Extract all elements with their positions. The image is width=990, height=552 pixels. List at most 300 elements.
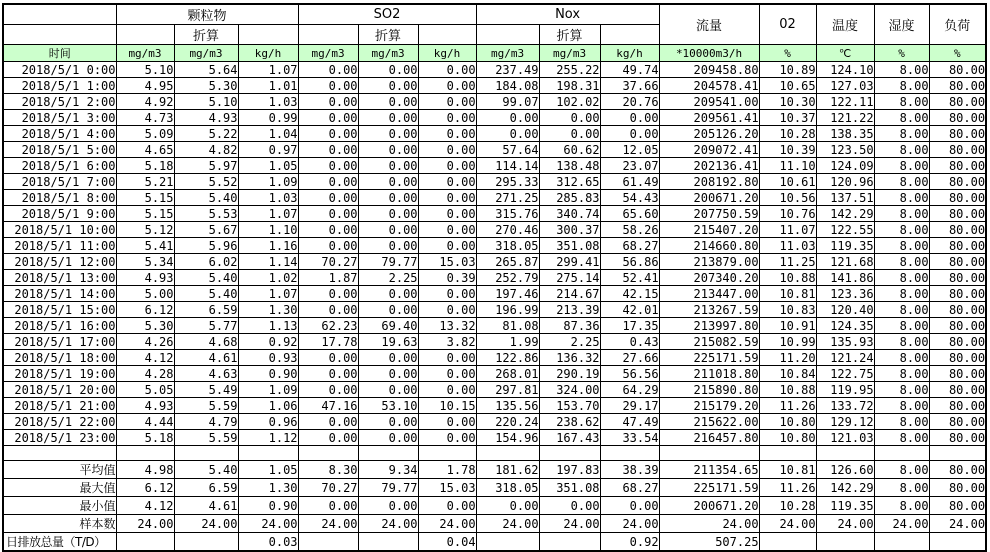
data-cell[interactable]: 0.00 [418, 190, 476, 206]
data-cell[interactable]: 10.30 [759, 94, 816, 110]
data-cell[interactable]: 53.10 [358, 398, 418, 414]
data-cell[interactable]: 215179.20 [659, 398, 759, 414]
data-cell[interactable]: 49.74 [600, 62, 659, 78]
data-cell[interactable]: 0.00 [298, 302, 358, 318]
summary-cell[interactable]: 5.40 [174, 461, 238, 479]
data-cell[interactable]: 8.00 [874, 206, 929, 222]
col-header-temperature[interactable]: 温度 [816, 4, 874, 45]
data-cell[interactable]: 5.41 [116, 238, 174, 254]
data-cell[interactable]: 141.86 [816, 270, 874, 286]
data-cell[interactable]: 1.07 [238, 62, 298, 78]
empty-cell[interactable] [759, 446, 816, 461]
data-cell[interactable]: 8.00 [874, 222, 929, 238]
time-cell[interactable]: 2018/5/1 10:00 [3, 222, 116, 238]
data-cell[interactable]: 10.80 [759, 414, 816, 430]
data-cell[interactable]: 5.59 [174, 398, 238, 414]
data-cell[interactable]: 47.16 [298, 398, 358, 414]
data-cell[interactable]: 10.91 [759, 318, 816, 334]
data-cell[interactable]: 0.00 [418, 110, 476, 126]
summary-cell[interactable]: 6.59 [174, 479, 238, 497]
data-cell[interactable]: 0.39 [418, 270, 476, 286]
data-cell[interactable]: 8.00 [874, 286, 929, 302]
data-cell[interactable]: 0.99 [238, 110, 298, 126]
sub-header-particulate-converted[interactable]: 折算 [174, 25, 238, 45]
time-header-spacer-top[interactable] [3, 4, 116, 25]
summary-cell[interactable]: 1.05 [238, 461, 298, 479]
data-cell[interactable]: 209458.80 [659, 62, 759, 78]
data-cell[interactable]: 6.59 [174, 302, 238, 318]
data-cell[interactable]: 5.09 [116, 126, 174, 142]
data-cell[interactable]: 80.00 [929, 302, 986, 318]
time-header-spacer-sub[interactable] [3, 25, 116, 45]
summary-cell[interactable]: 24.00 [298, 515, 358, 533]
time-cell[interactable]: 2018/5/1 8:00 [3, 190, 116, 206]
data-cell[interactable]: 80.00 [929, 142, 986, 158]
summary-cell[interactable]: 4.98 [116, 461, 174, 479]
summary-cell[interactable]: 10.81 [759, 461, 816, 479]
data-cell[interactable]: 8.00 [874, 62, 929, 78]
data-cell[interactable]: 122.11 [816, 94, 874, 110]
col-header-flow[interactable]: 流量 [659, 4, 759, 45]
summary-cell[interactable]: 70.27 [298, 479, 358, 497]
data-cell[interactable]: 5.12 [116, 222, 174, 238]
data-cell[interactable]: 198.31 [539, 78, 600, 94]
data-cell[interactable]: 0.00 [358, 110, 418, 126]
data-cell[interactable]: 211018.80 [659, 366, 759, 382]
data-cell[interactable]: 0.00 [358, 62, 418, 78]
data-cell[interactable]: 0.93 [238, 350, 298, 366]
data-cell[interactable]: 0.00 [476, 110, 539, 126]
data-cell[interactable]: 8.00 [874, 350, 929, 366]
data-cell[interactable]: 5.15 [116, 190, 174, 206]
summary-label[interactable]: 样本数 [3, 515, 116, 533]
data-cell[interactable]: 0.00 [476, 126, 539, 142]
data-cell[interactable]: 80.00 [929, 398, 986, 414]
data-cell[interactable]: 299.41 [539, 254, 600, 270]
summary-cell[interactable]: 9.34 [358, 461, 418, 479]
data-cell[interactable]: 0.00 [358, 206, 418, 222]
summary-cell[interactable]: 1.78 [418, 461, 476, 479]
data-cell[interactable]: 138.35 [816, 126, 874, 142]
data-cell[interactable]: 0.00 [418, 430, 476, 446]
summary-cell[interactable] [298, 533, 358, 552]
data-cell[interactable]: 80.00 [929, 110, 986, 126]
data-cell[interactable]: 133.72 [816, 398, 874, 414]
data-cell[interactable]: 1.02 [238, 270, 298, 286]
data-cell[interactable]: 238.62 [539, 414, 600, 430]
data-cell[interactable]: 209561.41 [659, 110, 759, 126]
empty-cell[interactable] [116, 446, 174, 461]
unit-cell[interactable]: mg/m3 [116, 45, 174, 62]
summary-cell[interactable] [116, 533, 174, 552]
summary-cell[interactable]: 1.30 [238, 479, 298, 497]
data-cell[interactable]: 69.40 [358, 318, 418, 334]
data-cell[interactable]: 33.54 [600, 430, 659, 446]
empty-cell[interactable] [238, 446, 298, 461]
data-cell[interactable]: 153.70 [539, 398, 600, 414]
data-cell[interactable]: 8.00 [874, 414, 929, 430]
data-cell[interactable]: 42.15 [600, 286, 659, 302]
summary-cell[interactable]: 0.00 [358, 497, 418, 515]
data-cell[interactable]: 47.49 [600, 414, 659, 430]
data-cell[interactable]: 80.00 [929, 366, 986, 382]
data-cell[interactable]: 54.43 [600, 190, 659, 206]
data-cell[interactable]: 80.00 [929, 222, 986, 238]
data-cell[interactable]: 80.00 [929, 94, 986, 110]
summary-cell[interactable]: 8.00 [874, 479, 929, 497]
data-cell[interactable]: 1.99 [476, 334, 539, 350]
data-cell[interactable]: 1.01 [238, 78, 298, 94]
time-cell[interactable]: 2018/5/1 1:00 [3, 78, 116, 94]
data-cell[interactable]: 80.00 [929, 430, 986, 446]
data-cell[interactable]: 56.86 [600, 254, 659, 270]
empty-cell[interactable] [659, 446, 759, 461]
summary-cell[interactable]: 0.04 [418, 533, 476, 552]
data-cell[interactable]: 4.73 [116, 110, 174, 126]
time-cell[interactable]: 2018/5/1 6:00 [3, 158, 116, 174]
data-cell[interactable]: 202136.41 [659, 158, 759, 174]
data-cell[interactable]: 5.15 [116, 206, 174, 222]
data-cell[interactable]: 5.40 [174, 270, 238, 286]
data-cell[interactable]: 1.14 [238, 254, 298, 270]
data-cell[interactable]: 65.60 [600, 206, 659, 222]
empty-cell[interactable] [3, 446, 116, 461]
data-cell[interactable]: 4.44 [116, 414, 174, 430]
data-cell[interactable]: 0.00 [298, 414, 358, 430]
data-cell[interactable]: 1.07 [238, 286, 298, 302]
data-cell[interactable]: 8.00 [874, 270, 929, 286]
data-cell[interactable]: 265.87 [476, 254, 539, 270]
time-cell[interactable]: 2018/5/1 2:00 [3, 94, 116, 110]
data-cell[interactable]: 214.67 [539, 286, 600, 302]
empty-cell[interactable] [874, 446, 929, 461]
data-cell[interactable]: 5.97 [174, 158, 238, 174]
data-cell[interactable]: 5.96 [174, 238, 238, 254]
data-cell[interactable]: 80.00 [929, 62, 986, 78]
data-cell[interactable]: 0.00 [539, 126, 600, 142]
data-cell[interactable]: 5.30 [116, 318, 174, 334]
data-cell[interactable]: 5.05 [116, 382, 174, 398]
data-cell[interactable]: 80.00 [929, 414, 986, 430]
data-cell[interactable]: 1.06 [238, 398, 298, 414]
sub-header-empty[interactable] [476, 25, 539, 45]
time-cell[interactable]: 2018/5/1 9:00 [3, 206, 116, 222]
data-cell[interactable]: 184.08 [476, 78, 539, 94]
data-cell[interactable]: 10.76 [759, 206, 816, 222]
data-cell[interactable]: 8.00 [874, 126, 929, 142]
data-cell[interactable]: 0.00 [298, 158, 358, 174]
time-cell[interactable]: 2018/5/1 0:00 [3, 62, 116, 78]
data-cell[interactable]: 0.00 [418, 206, 476, 222]
summary-cell[interactable]: 4.61 [174, 497, 238, 515]
data-cell[interactable]: 136.32 [539, 350, 600, 366]
data-cell[interactable]: 0.00 [418, 78, 476, 94]
data-cell[interactable]: 0.00 [358, 158, 418, 174]
unit-cell[interactable]: mg/m3 [539, 45, 600, 62]
data-cell[interactable]: 167.43 [539, 430, 600, 446]
data-cell[interactable]: 80.00 [929, 318, 986, 334]
col-header-o2[interactable]: 02 [759, 4, 816, 45]
sub-header-empty[interactable] [298, 25, 358, 45]
data-cell[interactable]: 114.14 [476, 158, 539, 174]
data-cell[interactable]: 15.03 [418, 254, 476, 270]
data-cell[interactable]: 13.32 [418, 318, 476, 334]
summary-cell[interactable]: 24.00 [418, 515, 476, 533]
sub-header-nox-converted[interactable]: 折算 [539, 25, 600, 45]
data-cell[interactable]: 64.29 [600, 382, 659, 398]
data-cell[interactable]: 80.00 [929, 158, 986, 174]
data-cell[interactable]: 0.00 [298, 286, 358, 302]
data-cell[interactable]: 5.10 [174, 94, 238, 110]
time-cell[interactable]: 2018/5/1 17:00 [3, 334, 116, 350]
data-cell[interactable]: 0.00 [298, 430, 358, 446]
time-cell[interactable]: 2018/5/1 3:00 [3, 110, 116, 126]
summary-cell[interactable] [476, 533, 539, 552]
data-cell[interactable]: 0.00 [298, 350, 358, 366]
data-cell[interactable]: 129.12 [816, 414, 874, 430]
data-cell[interactable]: 8.00 [874, 174, 929, 190]
data-cell[interactable]: 315.76 [476, 206, 539, 222]
data-cell[interactable]: 61.49 [600, 174, 659, 190]
summary-cell[interactable]: 0.00 [476, 497, 539, 515]
data-cell[interactable]: 20.76 [600, 94, 659, 110]
data-cell[interactable]: 135.56 [476, 398, 539, 414]
data-cell[interactable]: 5.40 [174, 190, 238, 206]
summary-cell[interactable]: 79.77 [358, 479, 418, 497]
summary-cell[interactable]: 24.00 [476, 515, 539, 533]
summary-cell[interactable]: 24.00 [174, 515, 238, 533]
data-cell[interactable]: 0.96 [238, 414, 298, 430]
empty-cell[interactable] [929, 446, 986, 461]
data-cell[interactable]: 0.00 [418, 62, 476, 78]
data-cell[interactable]: 80.00 [929, 126, 986, 142]
data-cell[interactable]: 213267.59 [659, 302, 759, 318]
data-cell[interactable]: 8.00 [874, 334, 929, 350]
data-cell[interactable]: 1.87 [298, 270, 358, 286]
data-cell[interactable]: 58.26 [600, 222, 659, 238]
data-cell[interactable]: 209072.41 [659, 142, 759, 158]
summary-label[interactable]: 平均值 [3, 461, 116, 479]
summary-cell[interactable]: 8.00 [874, 497, 929, 515]
data-cell[interactable]: 80.00 [929, 190, 986, 206]
data-cell[interactable]: 81.08 [476, 318, 539, 334]
data-cell[interactable]: 0.00 [600, 110, 659, 126]
data-cell[interactable]: 122.75 [816, 366, 874, 382]
summary-cell[interactable]: 0.03 [238, 533, 298, 552]
data-cell[interactable]: 10.81 [759, 286, 816, 302]
summary-cell[interactable]: 11.26 [759, 479, 816, 497]
data-cell[interactable]: 0.00 [358, 414, 418, 430]
data-cell[interactable]: 5.22 [174, 126, 238, 142]
data-cell[interactable]: 8.00 [874, 382, 929, 398]
data-cell[interactable]: 10.15 [418, 398, 476, 414]
unit-cell-celsius[interactable]: ℃ [816, 45, 874, 62]
data-cell[interactable]: 154.96 [476, 430, 539, 446]
data-cell[interactable]: 12.05 [600, 142, 659, 158]
data-cell[interactable]: 87.36 [539, 318, 600, 334]
data-cell[interactable]: 4.26 [116, 334, 174, 350]
data-cell[interactable]: 237.49 [476, 62, 539, 78]
data-cell[interactable]: 4.95 [116, 78, 174, 94]
data-cell[interactable]: 4.92 [116, 94, 174, 110]
summary-cell[interactable]: 200671.20 [659, 497, 759, 515]
summary-cell[interactable]: 225171.59 [659, 479, 759, 497]
data-cell[interactable]: 255.22 [539, 62, 600, 78]
summary-cell[interactable]: 24.00 [929, 515, 986, 533]
data-cell[interactable]: 11.20 [759, 350, 816, 366]
data-cell[interactable]: 8.00 [874, 398, 929, 414]
summary-cell[interactable]: 0.00 [298, 497, 358, 515]
data-cell[interactable]: 56.56 [600, 366, 659, 382]
unit-cell[interactable]: mg/m3 [298, 45, 358, 62]
data-cell[interactable]: 4.79 [174, 414, 238, 430]
data-cell[interactable]: 0.00 [539, 110, 600, 126]
data-cell[interactable]: 99.07 [476, 94, 539, 110]
data-cell[interactable]: 0.00 [358, 238, 418, 254]
data-cell[interactable]: 124.35 [816, 318, 874, 334]
summary-cell[interactable] [874, 533, 929, 552]
data-cell[interactable]: 0.00 [600, 126, 659, 142]
data-cell[interactable]: 1.09 [238, 382, 298, 398]
data-cell[interactable]: 0.00 [298, 222, 358, 238]
data-cell[interactable]: 79.77 [358, 254, 418, 270]
data-cell[interactable]: 5.40 [174, 286, 238, 302]
data-cell[interactable]: 0.00 [358, 350, 418, 366]
data-cell[interactable]: 0.00 [418, 158, 476, 174]
data-cell[interactable]: 207340.20 [659, 270, 759, 286]
data-cell[interactable]: 19.63 [358, 334, 418, 350]
summary-cell[interactable]: 80.00 [929, 461, 986, 479]
data-cell[interactable]: 68.27 [600, 238, 659, 254]
data-cell[interactable]: 0.00 [358, 174, 418, 190]
data-cell[interactable]: 70.27 [298, 254, 358, 270]
data-cell[interactable]: 10.99 [759, 334, 816, 350]
data-cell[interactable]: 0.92 [238, 334, 298, 350]
data-cell[interactable]: 60.62 [539, 142, 600, 158]
summary-cell[interactable]: 24.00 [238, 515, 298, 533]
data-cell[interactable]: 351.08 [539, 238, 600, 254]
data-cell[interactable]: 215622.00 [659, 414, 759, 430]
data-cell[interactable]: 121.24 [816, 350, 874, 366]
data-cell[interactable]: 5.00 [116, 286, 174, 302]
data-cell[interactable]: 8.00 [874, 302, 929, 318]
summary-label[interactable]: 最小值 [3, 497, 116, 515]
data-cell[interactable]: 120.40 [816, 302, 874, 318]
data-cell[interactable]: 10.89 [759, 62, 816, 78]
unit-cell[interactable]: mg/m3 [174, 45, 238, 62]
data-cell[interactable]: 0.00 [358, 126, 418, 142]
summary-cell[interactable]: 24.00 [539, 515, 600, 533]
data-cell[interactable]: 42.01 [600, 302, 659, 318]
data-cell[interactable]: 10.83 [759, 302, 816, 318]
data-cell[interactable]: 80.00 [929, 238, 986, 254]
data-cell[interactable]: 4.93 [174, 110, 238, 126]
data-cell[interactable]: 123.50 [816, 142, 874, 158]
unit-cell[interactable]: % [759, 45, 816, 62]
data-cell[interactable]: 5.52 [174, 174, 238, 190]
data-cell[interactable]: 213447.00 [659, 286, 759, 302]
data-cell[interactable]: 23.07 [600, 158, 659, 174]
data-cell[interactable]: 10.88 [759, 270, 816, 286]
data-cell[interactable]: 124.09 [816, 158, 874, 174]
summary-label[interactable]: 最大值 [3, 479, 116, 497]
sub-header-empty[interactable] [418, 25, 476, 45]
data-cell[interactable]: 0.00 [298, 382, 358, 398]
data-cell[interactable]: 268.01 [476, 366, 539, 382]
data-cell[interactable]: 0.00 [358, 366, 418, 382]
data-cell[interactable]: 0.00 [358, 222, 418, 238]
data-cell[interactable]: 1.05 [238, 158, 298, 174]
data-cell[interactable]: 297.81 [476, 382, 539, 398]
data-cell[interactable]: 0.00 [418, 126, 476, 142]
data-cell[interactable]: 1.09 [238, 174, 298, 190]
data-cell[interactable]: 11.25 [759, 254, 816, 270]
data-cell[interactable]: 127.03 [816, 78, 874, 94]
data-cell[interactable]: 0.00 [358, 382, 418, 398]
data-cell[interactable]: 0.00 [298, 366, 358, 382]
data-cell[interactable]: 0.00 [298, 238, 358, 254]
summary-cell[interactable] [929, 533, 986, 552]
data-cell[interactable]: 5.59 [174, 430, 238, 446]
data-cell[interactable]: 17.78 [298, 334, 358, 350]
time-cell[interactable]: 2018/5/1 12:00 [3, 254, 116, 270]
data-cell[interactable]: 8.00 [874, 430, 929, 446]
summary-cell[interactable]: 8.30 [298, 461, 358, 479]
data-cell[interactable]: 37.66 [600, 78, 659, 94]
summary-cell[interactable]: 24.00 [116, 515, 174, 533]
data-cell[interactable]: 119.95 [816, 382, 874, 398]
data-cell[interactable]: 5.49 [174, 382, 238, 398]
data-cell[interactable]: 27.66 [600, 350, 659, 366]
data-cell[interactable]: 10.80 [759, 430, 816, 446]
data-cell[interactable]: 225171.59 [659, 350, 759, 366]
data-cell[interactable]: 8.00 [874, 94, 929, 110]
data-cell[interactable]: 5.18 [116, 430, 174, 446]
summary-cell[interactable]: 211354.65 [659, 461, 759, 479]
data-cell[interactable]: 8.00 [874, 318, 929, 334]
data-cell[interactable]: 0.00 [418, 286, 476, 302]
time-cell[interactable]: 2018/5/1 18:00 [3, 350, 116, 366]
summary-label[interactable]: 日排放总量（T/D） [3, 533, 116, 552]
summary-cell[interactable]: 0.90 [238, 497, 298, 515]
summary-cell[interactable]: 126.60 [816, 461, 874, 479]
data-cell[interactable]: 5.64 [174, 62, 238, 78]
data-cell[interactable]: 275.14 [539, 270, 600, 286]
time-cell[interactable]: 2018/5/1 19:00 [3, 366, 116, 382]
data-cell[interactable]: 0.00 [418, 222, 476, 238]
data-cell[interactable]: 207750.59 [659, 206, 759, 222]
data-cell[interactable]: 0.00 [358, 430, 418, 446]
data-cell[interactable]: 29.17 [600, 398, 659, 414]
data-cell[interactable]: 80.00 [929, 350, 986, 366]
data-cell[interactable]: 213997.80 [659, 318, 759, 334]
data-cell[interactable]: 17.35 [600, 318, 659, 334]
data-cell[interactable]: 0.00 [418, 414, 476, 430]
col-header-humidity[interactable]: 湿度 [874, 4, 929, 45]
sub-header-empty[interactable] [600, 25, 659, 45]
data-cell[interactable]: 2.25 [539, 334, 600, 350]
unit-cell[interactable]: mg/m3 [476, 45, 539, 62]
summary-cell[interactable]: 0.00 [539, 497, 600, 515]
data-cell[interactable]: 80.00 [929, 78, 986, 94]
summary-cell[interactable]: 6.12 [116, 479, 174, 497]
summary-cell[interactable]: 24.00 [874, 515, 929, 533]
data-cell[interactable]: 0.00 [358, 286, 418, 302]
summary-cell[interactable]: 80.00 [929, 479, 986, 497]
data-cell[interactable]: 271.25 [476, 190, 539, 206]
data-cell[interactable]: 1.16 [238, 238, 298, 254]
data-cell[interactable]: 300.37 [539, 222, 600, 238]
